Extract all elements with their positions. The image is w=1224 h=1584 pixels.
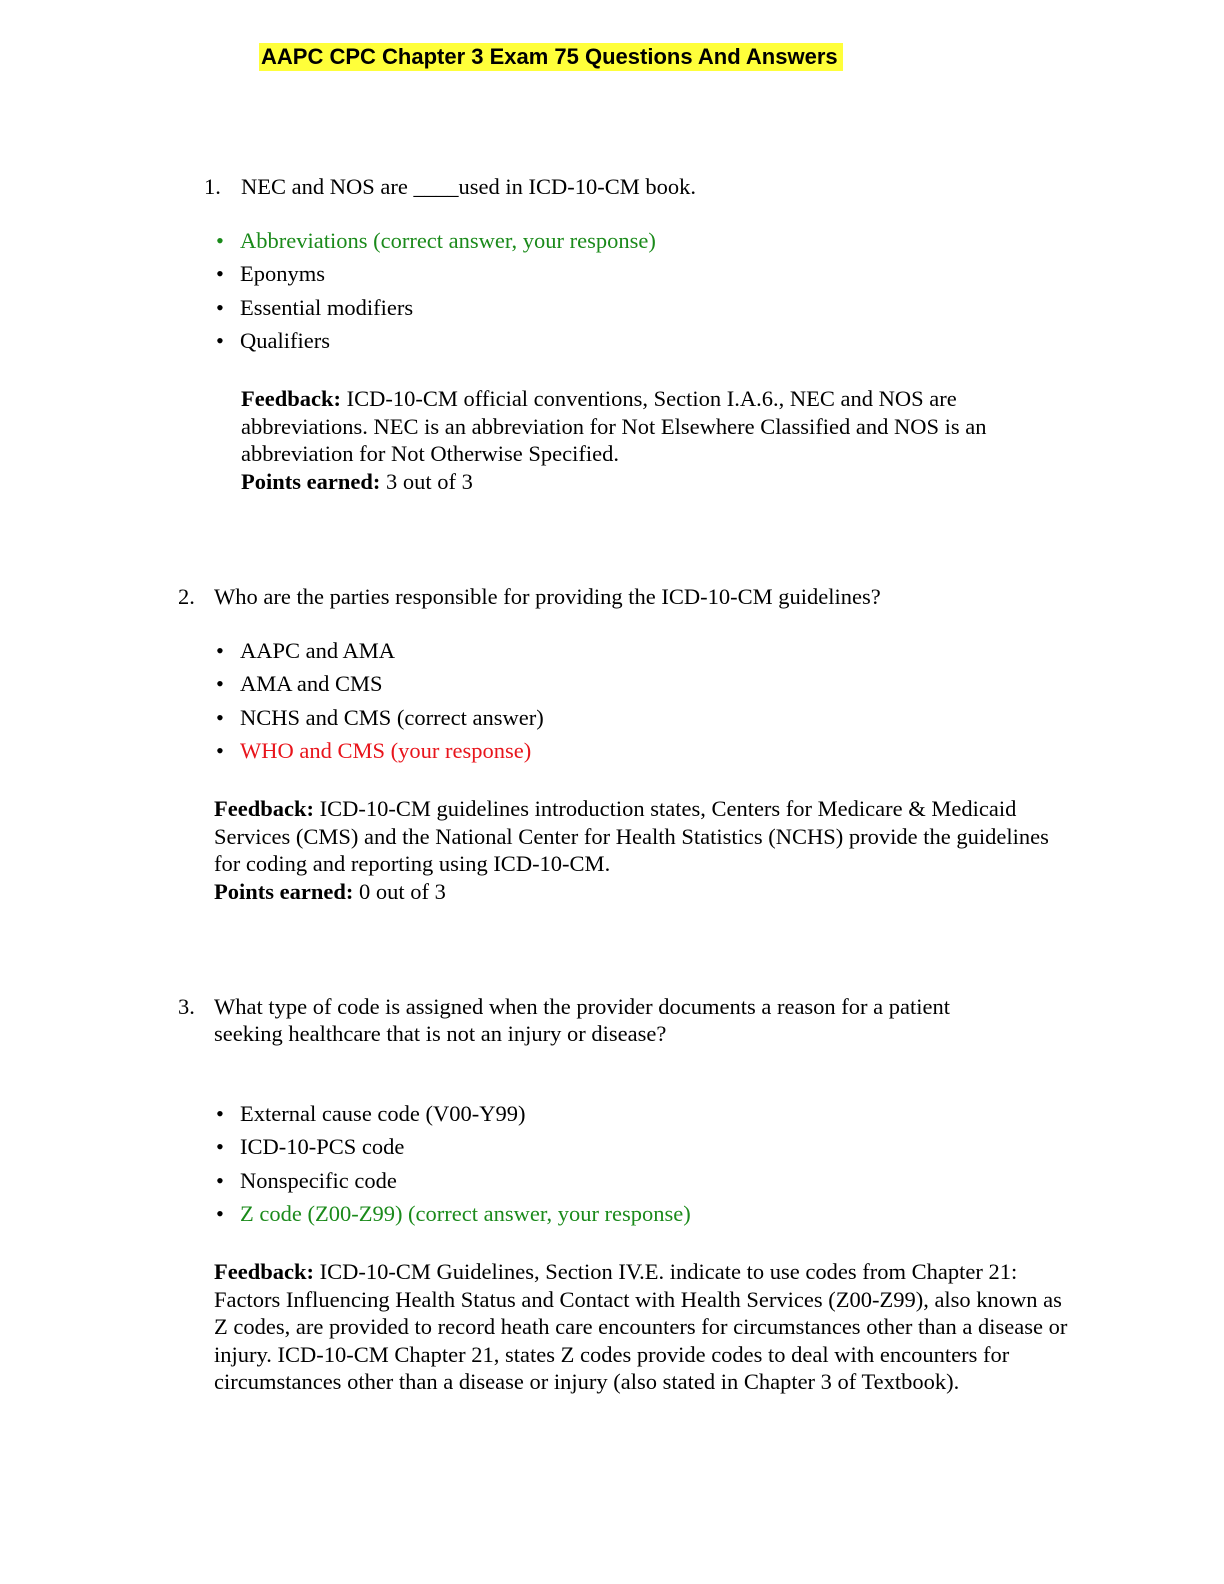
document-title: AAPC CPC Chapter 3 Exam 75 Questions And Answers [259,43,843,71]
option-label: Nonspecific code [240,1167,397,1193]
question-2-text: Who are the parties responsible for providing the ICD-10-CM guidelines? [214,584,881,609]
question-1-text: NEC and NOS are ____used in ICD-10-CM book. [241,174,696,199]
option-label: AAPC and AMA [240,638,396,663]
feedback-label: Feedback: [241,386,341,411]
question-3-options [216,1100,691,1233]
bullet-icon: • [216,638,224,663]
question-2-option-a [216,637,544,670]
points-label: Points earned: [214,878,354,904]
option-label: Qualifiers [240,327,330,353]
bullet-icon: • [216,327,224,353]
bullet-icon: • [216,228,224,253]
feedback-label: Feedback: [214,796,314,821]
option-label: AMA and CMS [240,671,383,697]
question-3-text-line-2: seeking healthcare that is not an injury or disease? [214,1021,667,1046]
question-1-options [216,227,656,360]
points-label: Points earned: [241,468,381,494]
bullet-icon: • [216,1200,224,1226]
question-3-option-c [216,1167,691,1200]
question-1-number: 1. [204,174,221,199]
bullet-icon: • [216,261,224,287]
question-2-option-d [216,737,544,770]
bullet-icon: • [216,1167,224,1193]
question-3-option-d [216,1200,691,1233]
question-1-option-a [216,227,656,260]
question-2-options [216,637,544,770]
question-3-option-a [216,1100,691,1133]
option-label: Z code (Z00-Z99) (correct answer, your response) [240,1200,691,1226]
bullet-icon: • [216,704,224,730]
question-2-option-c [216,704,544,737]
option-label: Abbreviations (correct answer, your response) [240,228,656,253]
bullet-icon: • [216,737,224,763]
question-3-feedback [214,1258,1074,1396]
feedback-text: ICD-10-CM official conventions, Section I.A.6., NEC and NOS are abbreviations. NEC is an abbreviation for Not Elsewhere Classified and NOS is an abbreviation for Not Otherwise Specified. [241,386,987,466]
question-1-feedback [241,385,1041,495]
feedback-text: ICD-10-CM Guidelines, Section IV.E. indicate to use codes from Chapter 21: Factors Influencing Health Status and Contact with Health Services (Z00-Z99), also known as Z codes, are provided to record heath care encounters for circumstances other than a disease or injury. ICD-10-CM Chapter 21, states Z codes provide codes to deal with encounters for circumstances other than a disease or injury (also stated in Chapter 3 of Textbook). [214,1259,1068,1394]
option-label: External cause code (V00-Y99) [240,1101,526,1126]
option-label: WHO and CMS (your response) [240,737,532,763]
question-1-option-c [216,294,656,327]
question-1-option-d [216,327,656,360]
bullet-icon: • [216,671,224,697]
question-2-number: 2. [178,584,195,609]
question-3-option-b [216,1133,691,1166]
question-2-option-b [216,670,544,703]
bullet-icon: • [216,294,224,320]
question-3-number: 3. [178,994,195,1019]
question-3-text-line-1: What type of code is assigned when the provider documents a reason for a patient [214,994,951,1019]
bullet-icon: • [216,1134,224,1160]
question-2-feedback [214,795,1074,905]
question-1-option-b [216,260,656,293]
option-label: ICD-10-PCS code [240,1134,405,1160]
points-value: 3 out of 3 [380,468,473,494]
feedback-label: Feedback: [214,1259,314,1284]
option-label: Essential modifiers [240,294,414,320]
option-label: NCHS and CMS (correct answer) [240,704,544,730]
bullet-icon: • [216,1101,224,1126]
feedback-text: ICD-10-CM guidelines introduction states, Centers for Medicare & Medicaid Services (CMS) and the National Center for Health Statistics (NCHS) provide the guidelines for coding and reporting using ICD-10-CM. [214,796,1049,876]
points-value: 0 out of 3 [353,878,446,904]
option-label: Eponyms [240,261,326,287]
